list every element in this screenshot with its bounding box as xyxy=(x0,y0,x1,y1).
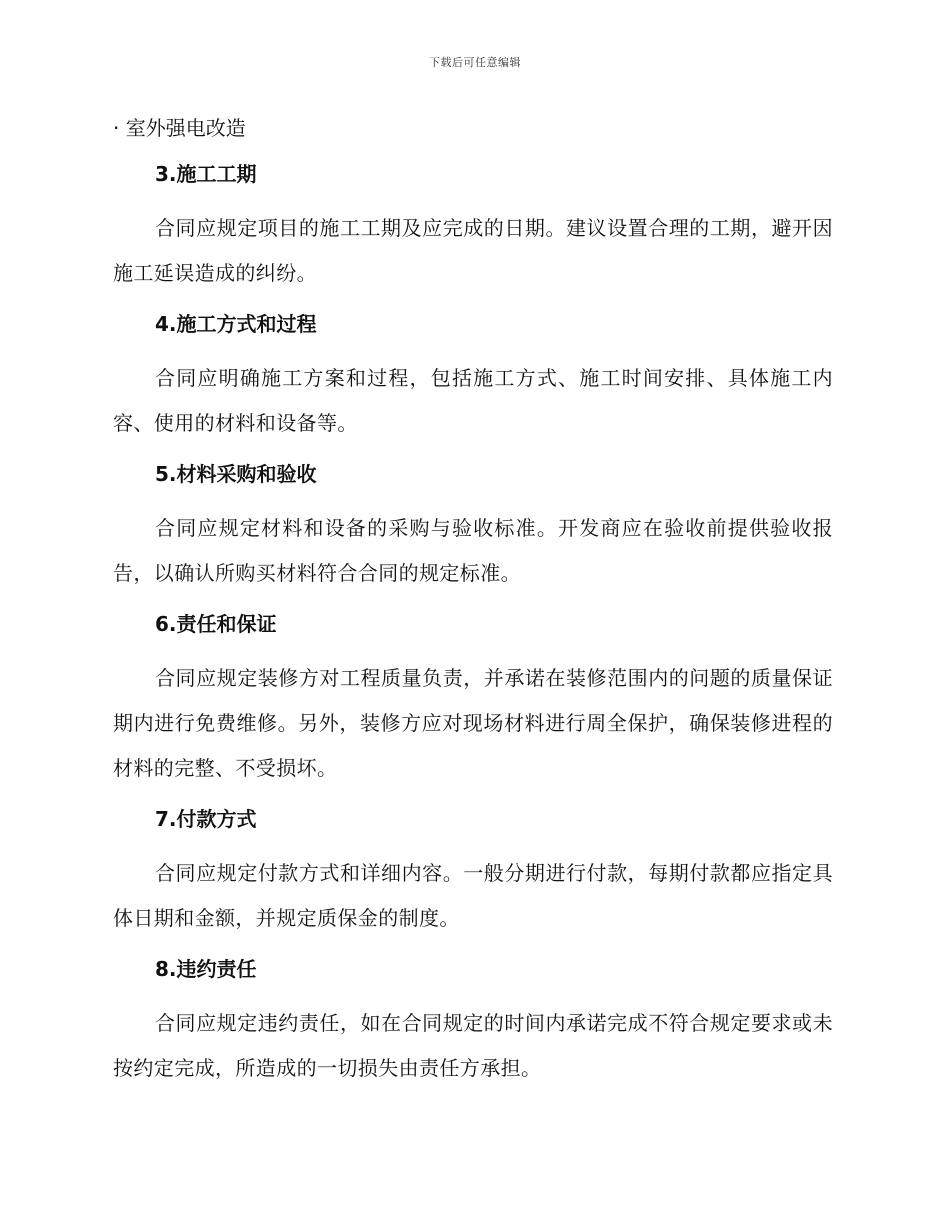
section-body-3: 合同应规定项目的施工工期及应完成的日期。建议设置合理的工期，避开因施工延误造成的纠纷。 xyxy=(113,216,833,285)
section-body-5: 合同应规定材料和设备的采购与验收标准。开发商应在验收前提供验收报告，以确认所购买材料符合合同的规定标准。 xyxy=(113,516,833,585)
section-heading-4: 4.施工方式和过程 xyxy=(155,312,317,336)
section-heading-5: 5.材料采购和验收 xyxy=(155,462,317,486)
document-body xyxy=(113,110,833,1101)
section-heading-6: 6.责任和保证 xyxy=(155,612,277,636)
bullet-item: · 室外强电改造 xyxy=(113,116,246,140)
section-body-8: 合同应规定违约责任，如在合同规定的时间内承诺完成不符合规定要求或未按约定完成，所造成的一切损失由责任方承担。 xyxy=(113,1011,833,1080)
section-heading-3: 3.施工工期 xyxy=(155,162,257,186)
section-body-4: 合同应明确施工方案和过程，包括施工方式、施工时间安排、具体施工内容、使用的材料和设备等。 xyxy=(113,366,833,435)
section-body-6: 合同应规定装修方对工程质量负责，并承诺在装修范围内的问题的质量保证期内进行免费维修。另外，装修方应对现场材料进行周全保护，确保装修进程的材料的完整、不受损坏。 xyxy=(113,666,833,780)
section-heading-7: 7.付款方式 xyxy=(155,807,257,831)
page-header: 下载后可任意编辑 xyxy=(429,56,521,69)
section-body-7: 合同应规定付款方式和详细内容。一般分期进行付款，每期付款都应指定具体日期和金额，并规定质保金的制度。 xyxy=(113,861,833,930)
section-heading-8: 8.违约责任 xyxy=(155,957,257,981)
